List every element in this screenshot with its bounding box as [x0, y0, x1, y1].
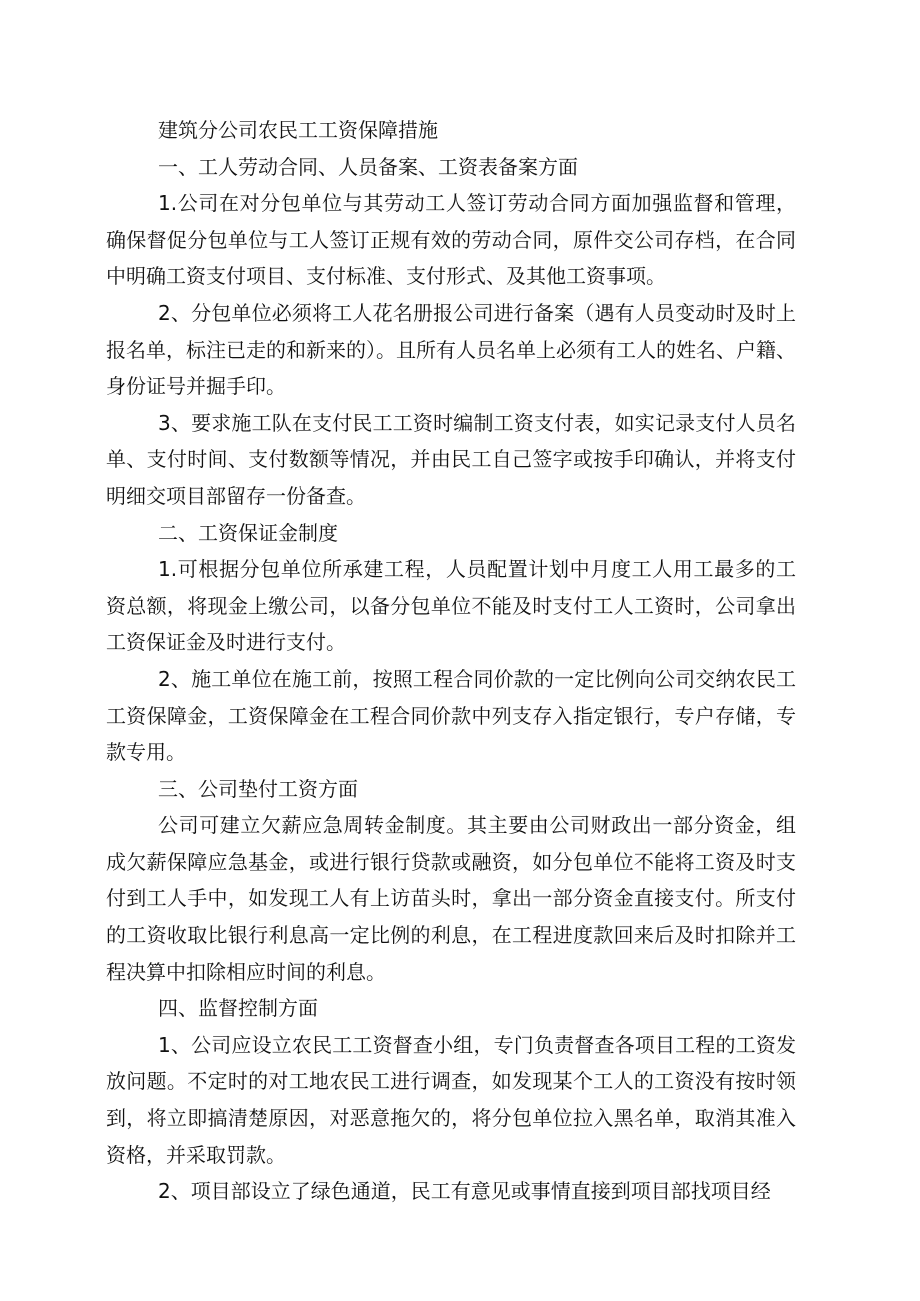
document-page — [106, 112, 796, 1210]
section-1-paragraph-1: 1.公司在对分包单位与其劳动工人签订劳动合同方面加强监督和管理，确保督促分包单位与工人签订正规有效的劳动合同，原件交公司存档，在合同中明确工资支付项目、支付标准、支付形式、及其他工资事项。 — [106, 191, 796, 289]
section-1-paragraph-3: 3、要求施工队在支付民工工资时编制工资支付表，如实记录支付人员名单、支付时间、支付数额等情况，并由民工自己签字或按手印确认，并将支付明细交项目部留存一份备查。 — [106, 410, 796, 508]
section-4-paragraph-2: 2、项目部设立了绿色通道，民工有意见或事情直接到项目部找项目经 — [158, 1179, 771, 1204]
section-4-paragraph-1: 1、公司应设立农民工工资督查小组，专门负责督查各项目工程的工资发放问题。不定时的对工地农民工进行调查，如发现某个工人的工资没有按时领到，将立即搞清楚原因，对恶意拖欠的，将分包单位拉入黑名单，取消其准入资格，并采取罚款。 — [106, 1032, 796, 1167]
section-2-paragraph-2: 2、施工单位在施工前，按照工程合同价款的一定比例向公司交纳农民工工资保障金，工资保障金在工程合同价款中列支存入指定银行，专户存储，专款专用。 — [106, 666, 796, 765]
section-2-paragraph-1: 1.可根据分包单位所承建工程，人员配置计划中月度工人用工最多的工资总额，将现金上缴公司，以备分包单位不能及时支付工人工资时，公司拿出工资保证金及时进行支付。 — [106, 557, 796, 655]
section-heading-1: 一、工人劳动合同、人员备案、工资表备案方面 — [158, 154, 578, 179]
section-3-paragraph-1: 公司可建立欠薪应急周转金制度。其主要由公司财政出一部分资金，组成欠薪保障应急基金，或进行银行贷款或融资，如分包单位不能将工资及时支付到工人手中，如发现工人有上访苗头时，拿出一部分资金直接支付。所支付的工资收取比银行利息高一定比例的利息，在工程进度款回来后及时扣除并工程决算中扣除相应时间的利息。 — [106, 813, 796, 984]
section-heading-3: 三、公司垫付工资方面 — [158, 776, 358, 801]
document-title: 建筑分公司农民工工资保障措施 — [158, 118, 438, 142]
section-heading-2: 二、工资保证金制度 — [158, 520, 338, 545]
section-heading-4: 四、监督控制方面 — [158, 996, 318, 1021]
section-1-paragraph-2: 2、分包单位必须将工人花名册报公司进行备案（遇有人员变动时及时上报名单，标注已走的和新来的）。且所有人员名单上必须有工人的姓名、户籍、身份证号并掘手印。 — [106, 300, 796, 399]
